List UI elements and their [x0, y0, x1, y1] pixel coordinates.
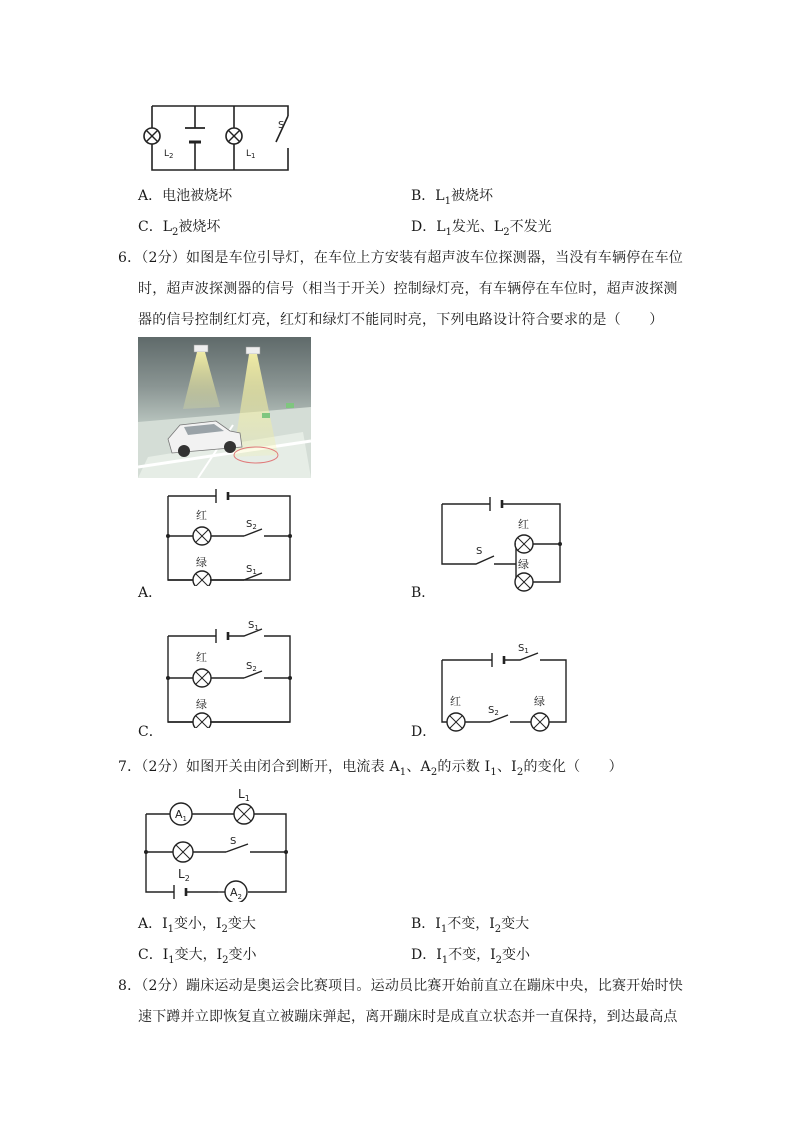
- green-lamp-icon: [515, 573, 533, 591]
- q5-option-c-text2: 被烧坏: [178, 219, 221, 235]
- q5-circuit-diagram: [138, 98, 308, 178]
- q7-stem-text: 、I: [496, 759, 517, 775]
- q8-stem-line-2: 速下蹲并立即恢复直立被蹦床弹起，离开蹦床时是成直立状态并一直保持，到达最高点: [138, 1009, 678, 1025]
- q7-option-d-text3: 变小: [502, 947, 531, 963]
- q7-option-a-sub1: 1: [167, 923, 175, 935]
- q6d-label-s1: $S_1$: [518, 643, 529, 655]
- parking-guide-light-photo: [138, 337, 311, 478]
- q5-option-b-sub: 1: [444, 195, 451, 207]
- q7-option-a-text3: 变大: [227, 916, 256, 932]
- q7-label-a2: $A_2$: [230, 886, 242, 901]
- red-lamp-icon: [447, 713, 465, 731]
- q7-option-b-sub1: 1: [440, 923, 448, 935]
- lamp-l1-icon: [226, 128, 242, 144]
- q7-option-b-text: B．I: [411, 916, 441, 932]
- q7-stem-text: 7．（2分）如图开关由闭合到断开，电流表 A: [118, 759, 400, 775]
- q6-circuit-c: [160, 620, 300, 728]
- q7-option-d-sub1: 1: [441, 954, 449, 966]
- q7-label-l2: $L_2$: [178, 867, 190, 883]
- q7-stem-sub: 2: [430, 766, 438, 778]
- q7-stem-sub: 2: [516, 766, 524, 778]
- green-lamp-icon: [531, 713, 549, 731]
- q7-stem-text: 的示数 I: [437, 759, 491, 775]
- q7-circuit-diagram: [138, 786, 294, 902]
- q5-option-c-sub: 2: [172, 226, 179, 238]
- q5-option-d-sub2: 2: [503, 226, 510, 238]
- q5-option-c[interactable]: [138, 217, 220, 243]
- q5-option-d-sub1: 1: [445, 226, 452, 238]
- q7-option-a-text: A．I: [138, 916, 168, 932]
- q7-option-a-text2: 变小，I: [174, 916, 222, 932]
- q5-option-b-text2: 被烧坏: [450, 188, 493, 204]
- q5-option-d-text: D．L: [411, 219, 446, 235]
- q5-option-b-text: B．L: [411, 188, 445, 204]
- q7-option-a[interactable]: [138, 914, 256, 940]
- q6c-label-s2: $S_2$: [246, 661, 257, 673]
- q7-option-d[interactable]: [411, 945, 530, 971]
- q6-option-c[interactable]: C．: [138, 724, 163, 740]
- q5-label-s: S: [278, 120, 285, 131]
- q5-label-l2: $L_2$: [164, 149, 174, 160]
- q7-option-c[interactable]: [138, 945, 257, 971]
- q6a-label-s2: $S_2$: [246, 519, 257, 531]
- q8-stem-line-1: 8．（2分）蹦床运动是奥运会比赛项目。运动员比赛开始前直立在蹦床中央，比赛开始时快: [118, 978, 684, 994]
- q6d-label-red: 红: [450, 695, 461, 708]
- q7-stem-text: 、A: [406, 759, 431, 775]
- green-lamp-icon: [193, 713, 211, 728]
- q5-option-d-text3: 不发光: [509, 219, 552, 235]
- q7-option-d-text: D．I: [411, 947, 442, 963]
- red-lamp-icon: [193, 669, 211, 687]
- green-lamp-icon: [193, 571, 211, 586]
- q6-circuit-d: [436, 638, 576, 734]
- q6-circuit-a: [160, 486, 300, 586]
- q7-label-s: S: [230, 836, 237, 847]
- q7-option-c-sub1: 1: [168, 954, 175, 966]
- q7-label-a1: $A_1$: [175, 808, 187, 823]
- q7-stem-sub: 1: [399, 766, 407, 778]
- q7-option-b[interactable]: [411, 914, 529, 940]
- q6b-label-green: 绿: [518, 558, 529, 571]
- q6-stem-line-3: 器的信号控制红灯亮，红灯和绿灯不能同时亮，下列电路设计符合要求的是（ ）: [138, 312, 664, 328]
- q6a-label-s1: $S_1$: [246, 564, 257, 576]
- q6a-label-green: 绿: [196, 556, 207, 569]
- q6-option-b[interactable]: B．: [411, 585, 436, 601]
- q7-option-d-text2: 不变，I: [448, 947, 496, 963]
- q7-label-l1: $L_1$: [238, 787, 250, 803]
- q6b-label-red: 红: [518, 518, 529, 531]
- q5-option-a[interactable]: A．电池被烧坏: [138, 188, 233, 204]
- q6c-label-red: 红: [196, 651, 207, 664]
- red-lamp-icon: [193, 527, 211, 545]
- q7-option-c-text: C．I: [138, 947, 169, 963]
- q7-stem-text: 的变化（ ）: [523, 759, 623, 775]
- q7-option-d-sub2: 2: [495, 954, 503, 966]
- q5-option-b[interactable]: [411, 186, 493, 212]
- q6d-label-green: 绿: [534, 695, 545, 708]
- q6c-label-s1: $S_1$: [248, 620, 259, 632]
- q6d-label-s2: $S_2$: [488, 705, 499, 717]
- q6-stem-line-2: 时，超声波探测器的信号（相当于开关）控制绿灯亮，有车辆停在车位时，超声波探测: [138, 281, 678, 297]
- q7-stem: [118, 757, 623, 783]
- q7-option-b-text3: 变大: [501, 916, 530, 932]
- q5-option-d[interactable]: [411, 217, 552, 243]
- q7-option-a-sub2: 2: [221, 923, 228, 935]
- q6-circuit-b: [436, 492, 570, 592]
- q6a-label-red: 红: [196, 509, 207, 522]
- q5-option-d-text2: 发光、L: [451, 219, 504, 235]
- q7-option-c-sub2: 2: [222, 954, 229, 966]
- lamp-l2-icon: [144, 128, 160, 144]
- q7-stem-sub: 1: [490, 766, 497, 778]
- q7-option-c-text2: 变大，I: [174, 947, 223, 963]
- q6b-label-s: S: [476, 546, 483, 557]
- red-lamp-icon: [515, 535, 533, 553]
- q5-option-c-text: C．L: [138, 219, 173, 235]
- lamp-l2-icon: [173, 842, 193, 862]
- lamp-l1-icon: [234, 804, 254, 824]
- q6-option-a[interactable]: A．: [138, 585, 163, 601]
- q7-option-c-text3: 变小: [228, 947, 257, 963]
- q6c-label-green: 绿: [196, 698, 207, 711]
- q7-option-b-sub2: 2: [494, 923, 502, 935]
- q5-label-l1: $L_1$: [246, 149, 256, 160]
- q7-option-b-text2: 不变，I: [447, 916, 495, 932]
- q6-option-d[interactable]: D．: [411, 724, 437, 740]
- q6-stem-line-1: 6．（2分）如图是车位引导灯，在车位上方安装有超声波车位探测器，当没有车辆停在车位: [118, 250, 684, 266]
